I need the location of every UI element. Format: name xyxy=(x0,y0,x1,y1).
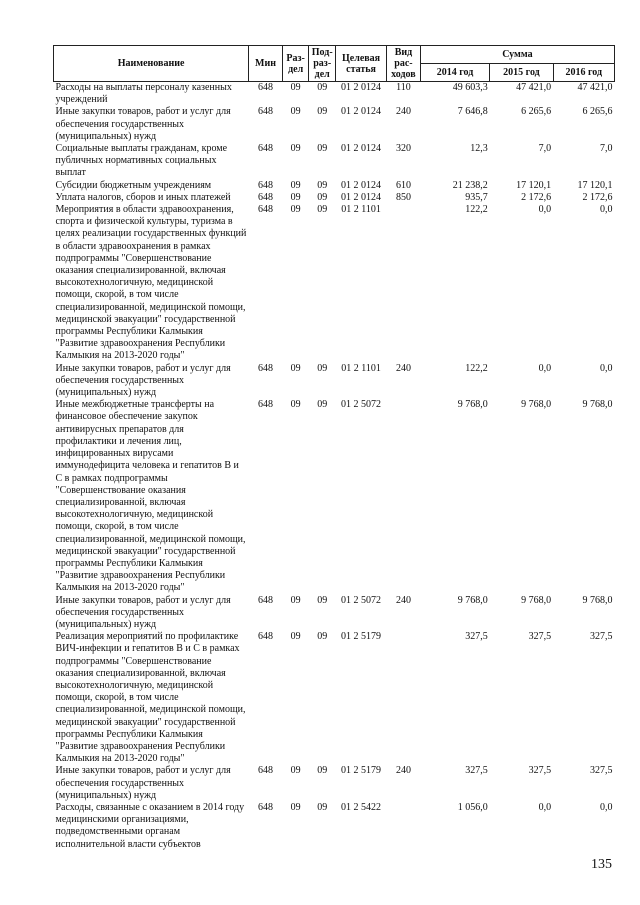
header-2015: 2015 год xyxy=(490,64,553,82)
cell-2014: 122,2 xyxy=(465,204,488,216)
cell-2015: 0,0 xyxy=(538,362,552,374)
cell-expense-type: 240 xyxy=(395,362,411,374)
cell-2014: 49 603,3 xyxy=(452,82,488,93)
cell-podrazdel: 09 xyxy=(317,143,328,155)
cell-min: 648 xyxy=(258,191,274,203)
cell-2016: 0,0 xyxy=(600,801,613,813)
cell-2014: 21 238,2 xyxy=(452,179,488,191)
header-razdel: Раз-дел xyxy=(282,46,309,82)
cell-razdel: 09 xyxy=(290,143,301,155)
cell-2014: 12,3 xyxy=(470,143,488,155)
cell-2015: 327,5 xyxy=(528,765,552,777)
cell-min: 648 xyxy=(258,765,274,777)
cell-razdel: 09 xyxy=(290,631,301,643)
cell-target-article: 01 2 0124 xyxy=(341,143,382,155)
cell-min: 648 xyxy=(258,631,274,643)
cell-2016: 6 265,6 xyxy=(582,106,613,118)
table-row xyxy=(54,363,615,400)
cell-expense-type xyxy=(387,631,421,765)
cell-razdel: 09 xyxy=(290,179,301,191)
table-row xyxy=(54,106,615,143)
cell-podrazdel: 09 xyxy=(317,631,328,643)
cell-target-article: 01 2 5072 xyxy=(341,594,382,606)
table-row xyxy=(54,802,615,851)
cell-expense-type: 240 xyxy=(395,106,411,118)
cell-2016: 9 768,0 xyxy=(582,594,613,606)
table-row xyxy=(54,192,615,204)
cell-target-article: 01 2 0124 xyxy=(341,106,382,118)
cell-target-article: 01 2 5179 xyxy=(341,765,382,777)
header-podrazdel: Под-раз-дел xyxy=(309,46,336,82)
cell-razdel: 09 xyxy=(290,399,301,411)
cell-target-article: 01 2 0124 xyxy=(341,191,382,203)
budget-table xyxy=(53,45,615,851)
header-expense-type: Вид рас-ходов xyxy=(387,46,421,82)
cell-2015: 327,5 xyxy=(528,631,552,643)
cell-2016: 0,0 xyxy=(600,362,613,374)
cell-2015: 47 421,0 xyxy=(516,82,552,93)
cell-razdel: 09 xyxy=(290,106,301,118)
cell-min: 648 xyxy=(258,143,274,155)
cell-name: Иные межбюджетные трансферты на финансовое обеспечение закупок антивирусных препаратов для профилактики и лечения лиц, инфицированных вирусами иммунодефицита человека и гепатитов В и С в рамках подпрограммы "Совершенствование оказания специализированной, включая высокотехнологичную, медицинской помощи, скорой, в том числе специализированной, медицинской помощи, медицинской эвакуации" государственной программы Республики Калмыкия "Развитие здравоохранения Республики Калмыкия на 2013-2020 годы" xyxy=(55,399,246,594)
cell-2014: 1 056,0 xyxy=(457,801,488,813)
cell-expense-type: 850 xyxy=(395,191,411,203)
cell-min: 648 xyxy=(258,82,274,93)
cell-podrazdel: 09 xyxy=(317,362,328,374)
cell-2016: 9 768,0 xyxy=(582,399,613,411)
cell-2015: 7,0 xyxy=(538,143,552,155)
cell-name: Иные закупки товаров, работ и услуг для обеспечения государственных (муниципальных) нужд xyxy=(55,765,231,801)
cell-2014: 122,2 xyxy=(465,362,488,374)
cell-podrazdel: 09 xyxy=(317,594,328,606)
cell-name: Расходы, связанные с оказанием в 2014 году медицинскими организациями, подведомственными органам исполнительной власти субъектов xyxy=(55,801,245,850)
cell-min: 648 xyxy=(258,106,274,118)
cell-2016: 0,0 xyxy=(600,204,613,216)
cell-expense-type: 240 xyxy=(395,765,411,777)
cell-2014: 9 768,0 xyxy=(457,594,488,606)
cell-2014: 935,7 xyxy=(465,191,488,203)
cell-2014: 327,5 xyxy=(465,631,488,643)
cell-podrazdel: 09 xyxy=(317,801,328,813)
table-row xyxy=(54,765,615,802)
cell-razdel: 09 xyxy=(290,594,301,606)
cell-name: Мероприятия в области здравоохранения, спорта и физической культуры, туризма в целях реализации государственных функций в области здравоохранения в рамках подпрограммы "Совершенствование оказания специализированной, включая высокотехнологичную, медицинской помощи, скорой, в том числе специализированной, медицинской помощи, медицинской эвакуации" государственной программы Республики Калмыкия "Развитие здравоохранения Республики Калмыкия на 2013-2020 годы" xyxy=(55,204,247,362)
cell-2014: 327,5 xyxy=(465,765,488,777)
cell-name: Иные закупки товаров, работ и услуг для обеспечения государственных (муниципальных) нужд xyxy=(55,594,231,630)
cell-2016: 327,5 xyxy=(590,765,613,777)
table-row xyxy=(54,399,615,594)
cell-expense-type xyxy=(387,399,421,594)
cell-target-article: 01 2 5072 xyxy=(341,399,382,411)
cell-min: 648 xyxy=(258,594,274,606)
cell-2014: 7 646,8 xyxy=(457,106,488,118)
cell-podrazdel: 09 xyxy=(317,399,328,411)
cell-2015: 9 768,0 xyxy=(521,594,552,606)
cell-target-article: 01 2 5422 xyxy=(341,801,382,813)
cell-razdel: 09 xyxy=(290,191,301,203)
cell-2015: 0,0 xyxy=(538,204,552,216)
cell-min: 648 xyxy=(258,204,274,216)
cell-2015: 0,0 xyxy=(538,801,552,813)
cell-expense-type xyxy=(387,802,421,851)
cell-min: 648 xyxy=(258,399,274,411)
table-row xyxy=(54,631,615,765)
cell-expense-type xyxy=(387,204,421,363)
cell-2016: 2 172,6 xyxy=(582,191,613,203)
cell-expense-type: 610 xyxy=(395,179,411,191)
cell-2015: 6 265,6 xyxy=(521,106,552,118)
cell-podrazdel: 09 xyxy=(317,204,328,216)
cell-2016: 17 120,1 xyxy=(577,179,613,191)
cell-podrazdel: 09 xyxy=(317,179,328,191)
header-name: Наименование xyxy=(54,46,249,82)
cell-razdel: 09 xyxy=(290,362,301,374)
table-row xyxy=(54,82,615,107)
cell-razdel: 09 xyxy=(290,204,301,216)
cell-podrazdel: 09 xyxy=(317,765,328,777)
cell-min: 648 xyxy=(258,801,274,813)
header-2016: 2016 год xyxy=(553,64,614,82)
cell-name: Реализация мероприятий по профилактике ВИЧ-инфекции и гепатитов В и С в рамках подпрограммы "Совершенствование оказания специализированной, включая высокотехнологичную, медицинской помощи, скорой, в том числе специализированной, медицинской помощи, медицинской эвакуации" государственной программы Республики Калмыкия "Развитие здравоохранения Республики Калмыкия на 2013-2020 годы" xyxy=(55,631,246,765)
cell-podrazdel: 09 xyxy=(317,106,328,118)
cell-2015: 17 120,1 xyxy=(516,179,552,191)
table-body xyxy=(54,82,615,851)
cell-2016: 327,5 xyxy=(590,631,613,643)
cell-target-article: 01 2 0124 xyxy=(341,179,382,191)
cell-target-article: 01 2 5179 xyxy=(341,631,382,643)
cell-2015: 9 768,0 xyxy=(521,399,552,411)
cell-2014: 9 768,0 xyxy=(457,399,488,411)
cell-expense-type: 320 xyxy=(395,143,411,155)
cell-razdel: 09 xyxy=(290,82,301,93)
cell-podrazdel: 09 xyxy=(317,191,328,203)
cell-2015: 2 172,6 xyxy=(521,191,552,203)
cell-name: Иные закупки товаров, работ и услуг для обеспечения государственных (муниципальных) нужд xyxy=(55,362,231,399)
cell-target-article: 01 2 0124 xyxy=(341,82,382,93)
cell-name: Субсидии бюджетным учреждениям xyxy=(55,179,212,191)
cell-2016: 47 421,0 xyxy=(577,82,613,93)
header-2014: 2014 год xyxy=(420,64,489,82)
header-min: Мин xyxy=(249,46,283,82)
page-number: 135 xyxy=(591,857,612,872)
cell-name: Иные закупки товаров, работ и услуг для обеспечения государственных (муниципальных) нужд xyxy=(55,106,231,142)
cell-name: Социальные выплаты гражданам, кроме публичных нормативных социальных выплат xyxy=(55,143,228,179)
cell-target-article: 01 2 1101 xyxy=(341,204,381,216)
cell-razdel: 09 xyxy=(290,801,301,813)
table-row xyxy=(54,595,615,632)
cell-razdel: 09 xyxy=(290,765,301,777)
header-target-article: Целевая статья xyxy=(336,46,387,82)
table-row xyxy=(54,143,615,180)
cell-expense-type: 240 xyxy=(395,594,411,606)
table-row xyxy=(54,180,615,192)
cell-min: 648 xyxy=(258,362,274,374)
cell-min: 648 xyxy=(258,179,274,191)
cell-name: Расходы на выплаты персоналу казенных учреждений xyxy=(55,82,232,106)
table-row xyxy=(54,204,615,363)
cell-podrazdel: 09 xyxy=(317,82,328,93)
cell-2016: 7,0 xyxy=(600,143,613,155)
cell-name: Уплата налогов, сборов и иных платежей xyxy=(55,191,231,203)
table-header xyxy=(54,46,615,82)
cell-target-article: 01 2 1101 xyxy=(341,362,381,374)
header-sum: Сумма xyxy=(420,46,614,64)
cell-expense-type: 110 xyxy=(396,82,411,93)
